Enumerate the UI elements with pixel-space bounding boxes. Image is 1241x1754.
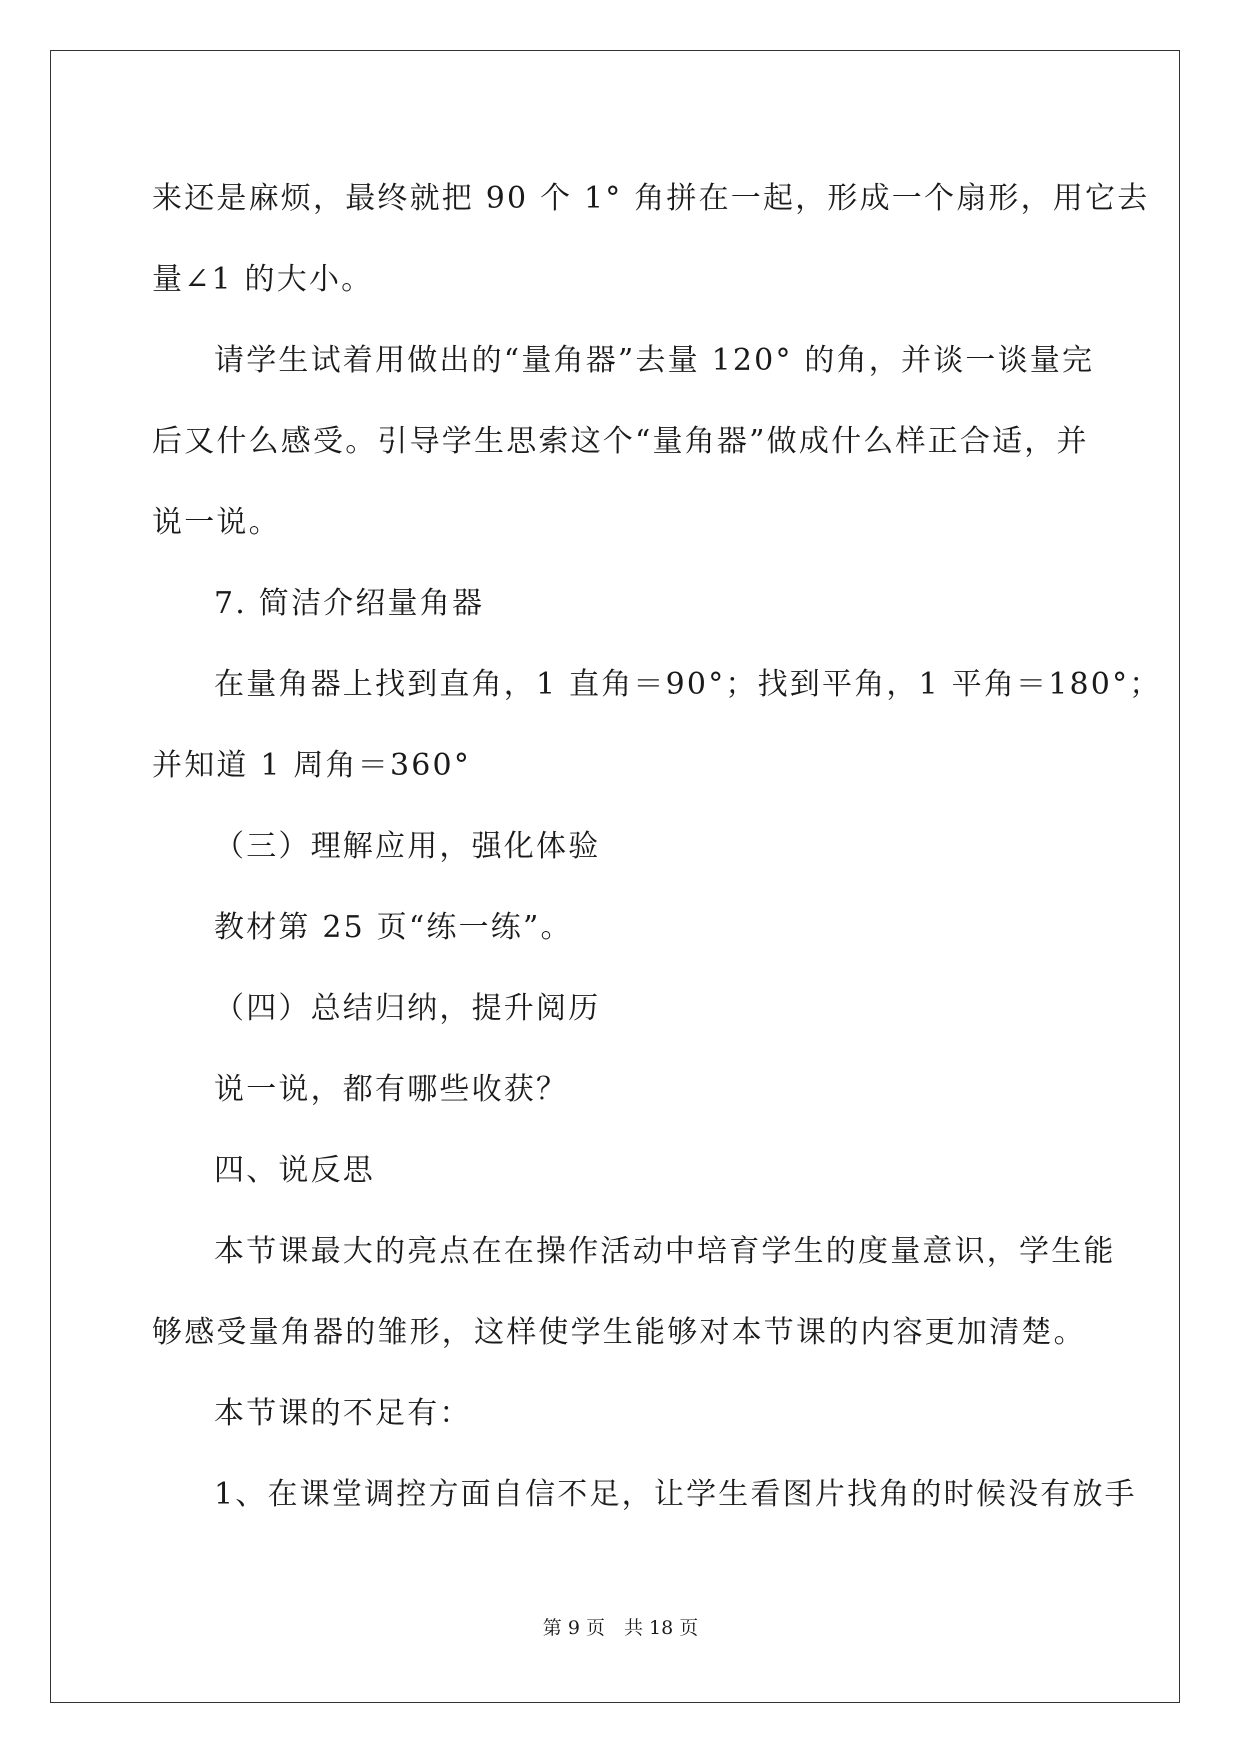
text-line: 后又什么感受。引导学生思索这个“量角器”做成什么样正合适，并 [152, 424, 1089, 459]
text-line: 说一说，都有哪些收获？ [214, 1072, 569, 1107]
section-heading: 四、说反思 [214, 1153, 375, 1188]
section-heading: 7. 简洁介绍量角器 [214, 586, 485, 621]
text-line: 量∠1 的大小。 [152, 262, 374, 297]
text-line: 在量角器上找到直角，1 直角＝90°；找到平角，1 平角＝180°； [214, 667, 1162, 702]
page-footer: 第 9 页 共 18 页 [542, 1617, 699, 1639]
text-line: 请学生试着用做出的“量角器”去量 120° 的角，并谈一谈量完 [214, 343, 1095, 378]
text-line: 够感受量角器的雏形，这样使学生能够对本节课的内容更加清楚。 [152, 1315, 1086, 1350]
text-line: 本节课的不足有： [214, 1396, 472, 1431]
document-body [152, 158, 1162, 1535]
text-line: 教材第 25 页“练一练”。 [214, 910, 573, 945]
text-line: 来还是麻烦，最终就把 90 个 1° 角拼在一起，形成一个扇形，用它去 [152, 181, 1150, 216]
text-line: 并知道 1 周角＝360° [152, 748, 472, 783]
text-line: 本节课最大的亮点在在操作活动中培育学生的度量意识，学生能 [214, 1234, 1116, 1269]
text-line: 说一说。 [152, 505, 281, 540]
text-line: 1、在课堂调控方面自信不足，让学生看图片找角的时候没有放手 [214, 1477, 1137, 1512]
section-heading: （四）总结归纳，提升阅历 [214, 991, 601, 1026]
section-heading: （三）理解应用，强化体验 [214, 829, 601, 864]
